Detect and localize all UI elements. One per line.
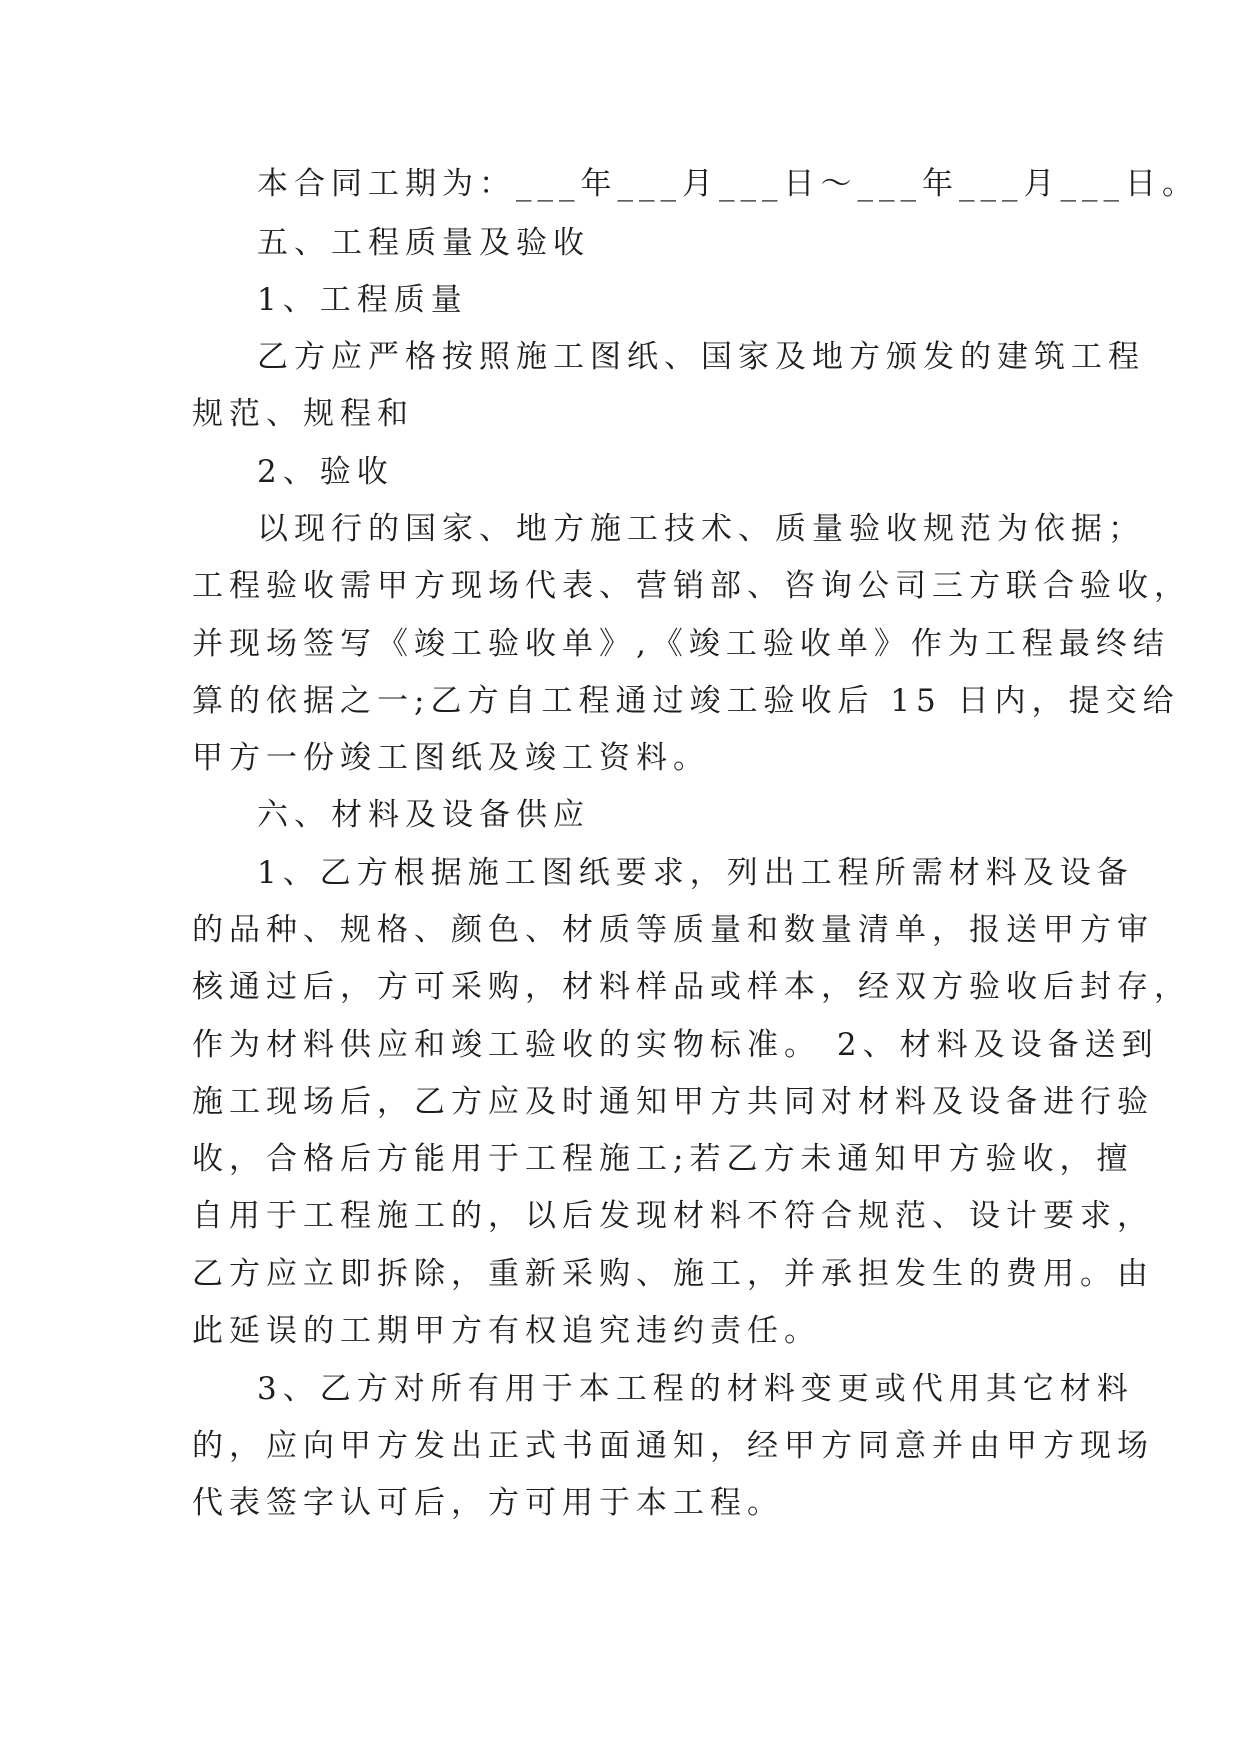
- contract-period-line: 本合同工期为：___年___月___日～___年___月___日。: [257, 166, 1199, 202]
- paragraph-line: 乙方应严格按照施工图纸、国家及地方颁发的建筑工程: [257, 339, 1145, 375]
- paragraph-line: 工程验收需甲方现场代表、营销部、咨询公司三方联合验收，: [192, 568, 1191, 604]
- subsection-heading: 2、验收: [257, 454, 394, 490]
- paragraph-line: 代表签字认可后，方可用于本工程。: [192, 1485, 784, 1521]
- paragraph-line: 并现场签写《竣工验收单》,《竣工验收单》作为工程最终结: [192, 626, 1170, 662]
- paragraph-line: 施工现场后，乙方应及时通知甲方共同对材料及设备进行验: [192, 1084, 1154, 1120]
- paragraph-line: 核通过后，方可采购，材料样品或样本，经双方验收后封存，: [192, 969, 1191, 1005]
- paragraph-line: 自用于工程施工的，以后发现材料不符合规范、设计要求，: [192, 1198, 1154, 1234]
- paragraph-line: 3、乙方对所有用于本工程的材料变更或代用其它材料: [257, 1371, 1134, 1407]
- paragraph-line: 1、乙方根据施工图纸要求，列出工程所需材料及设备: [257, 855, 1134, 891]
- paragraph-line: 规范、规程和: [192, 396, 414, 432]
- paragraph-line: 的，应向甲方发出正式书面通知，经甲方同意并由甲方现场: [192, 1428, 1154, 1464]
- paragraph-line: 收，合格后方能用于工程施工;若乙方未通知甲方验收，擅: [192, 1141, 1134, 1177]
- paragraph-line: 此延误的工期甲方有权追究违约责任。: [192, 1313, 821, 1349]
- paragraph-line: 以现行的国家、地方施工技术、质量验收规范为依据；: [257, 511, 1145, 547]
- paragraph-line: 的品种、规格、颜色、材质等质量和数量清单，报送甲方审: [192, 912, 1154, 948]
- section-heading: 六、材料及设备供应: [257, 797, 590, 833]
- subsection-heading: 1、工程质量: [257, 282, 468, 318]
- paragraph-line: 作为材料供应和竣工验收的实物标准。 2、材料及设备送到: [192, 1027, 1159, 1063]
- paragraph-line: 算的依据之一;乙方自工程通过竣工验收后 15 日内，提交给: [192, 683, 1180, 719]
- paragraph-line: 乙方应立即拆除，重新采购、施工，并承担发生的费用。由: [192, 1256, 1154, 1292]
- section-heading: 五、工程质量及验收: [257, 225, 590, 261]
- paragraph-line: 甲方一份竣工图纸及竣工资料。: [192, 740, 710, 776]
